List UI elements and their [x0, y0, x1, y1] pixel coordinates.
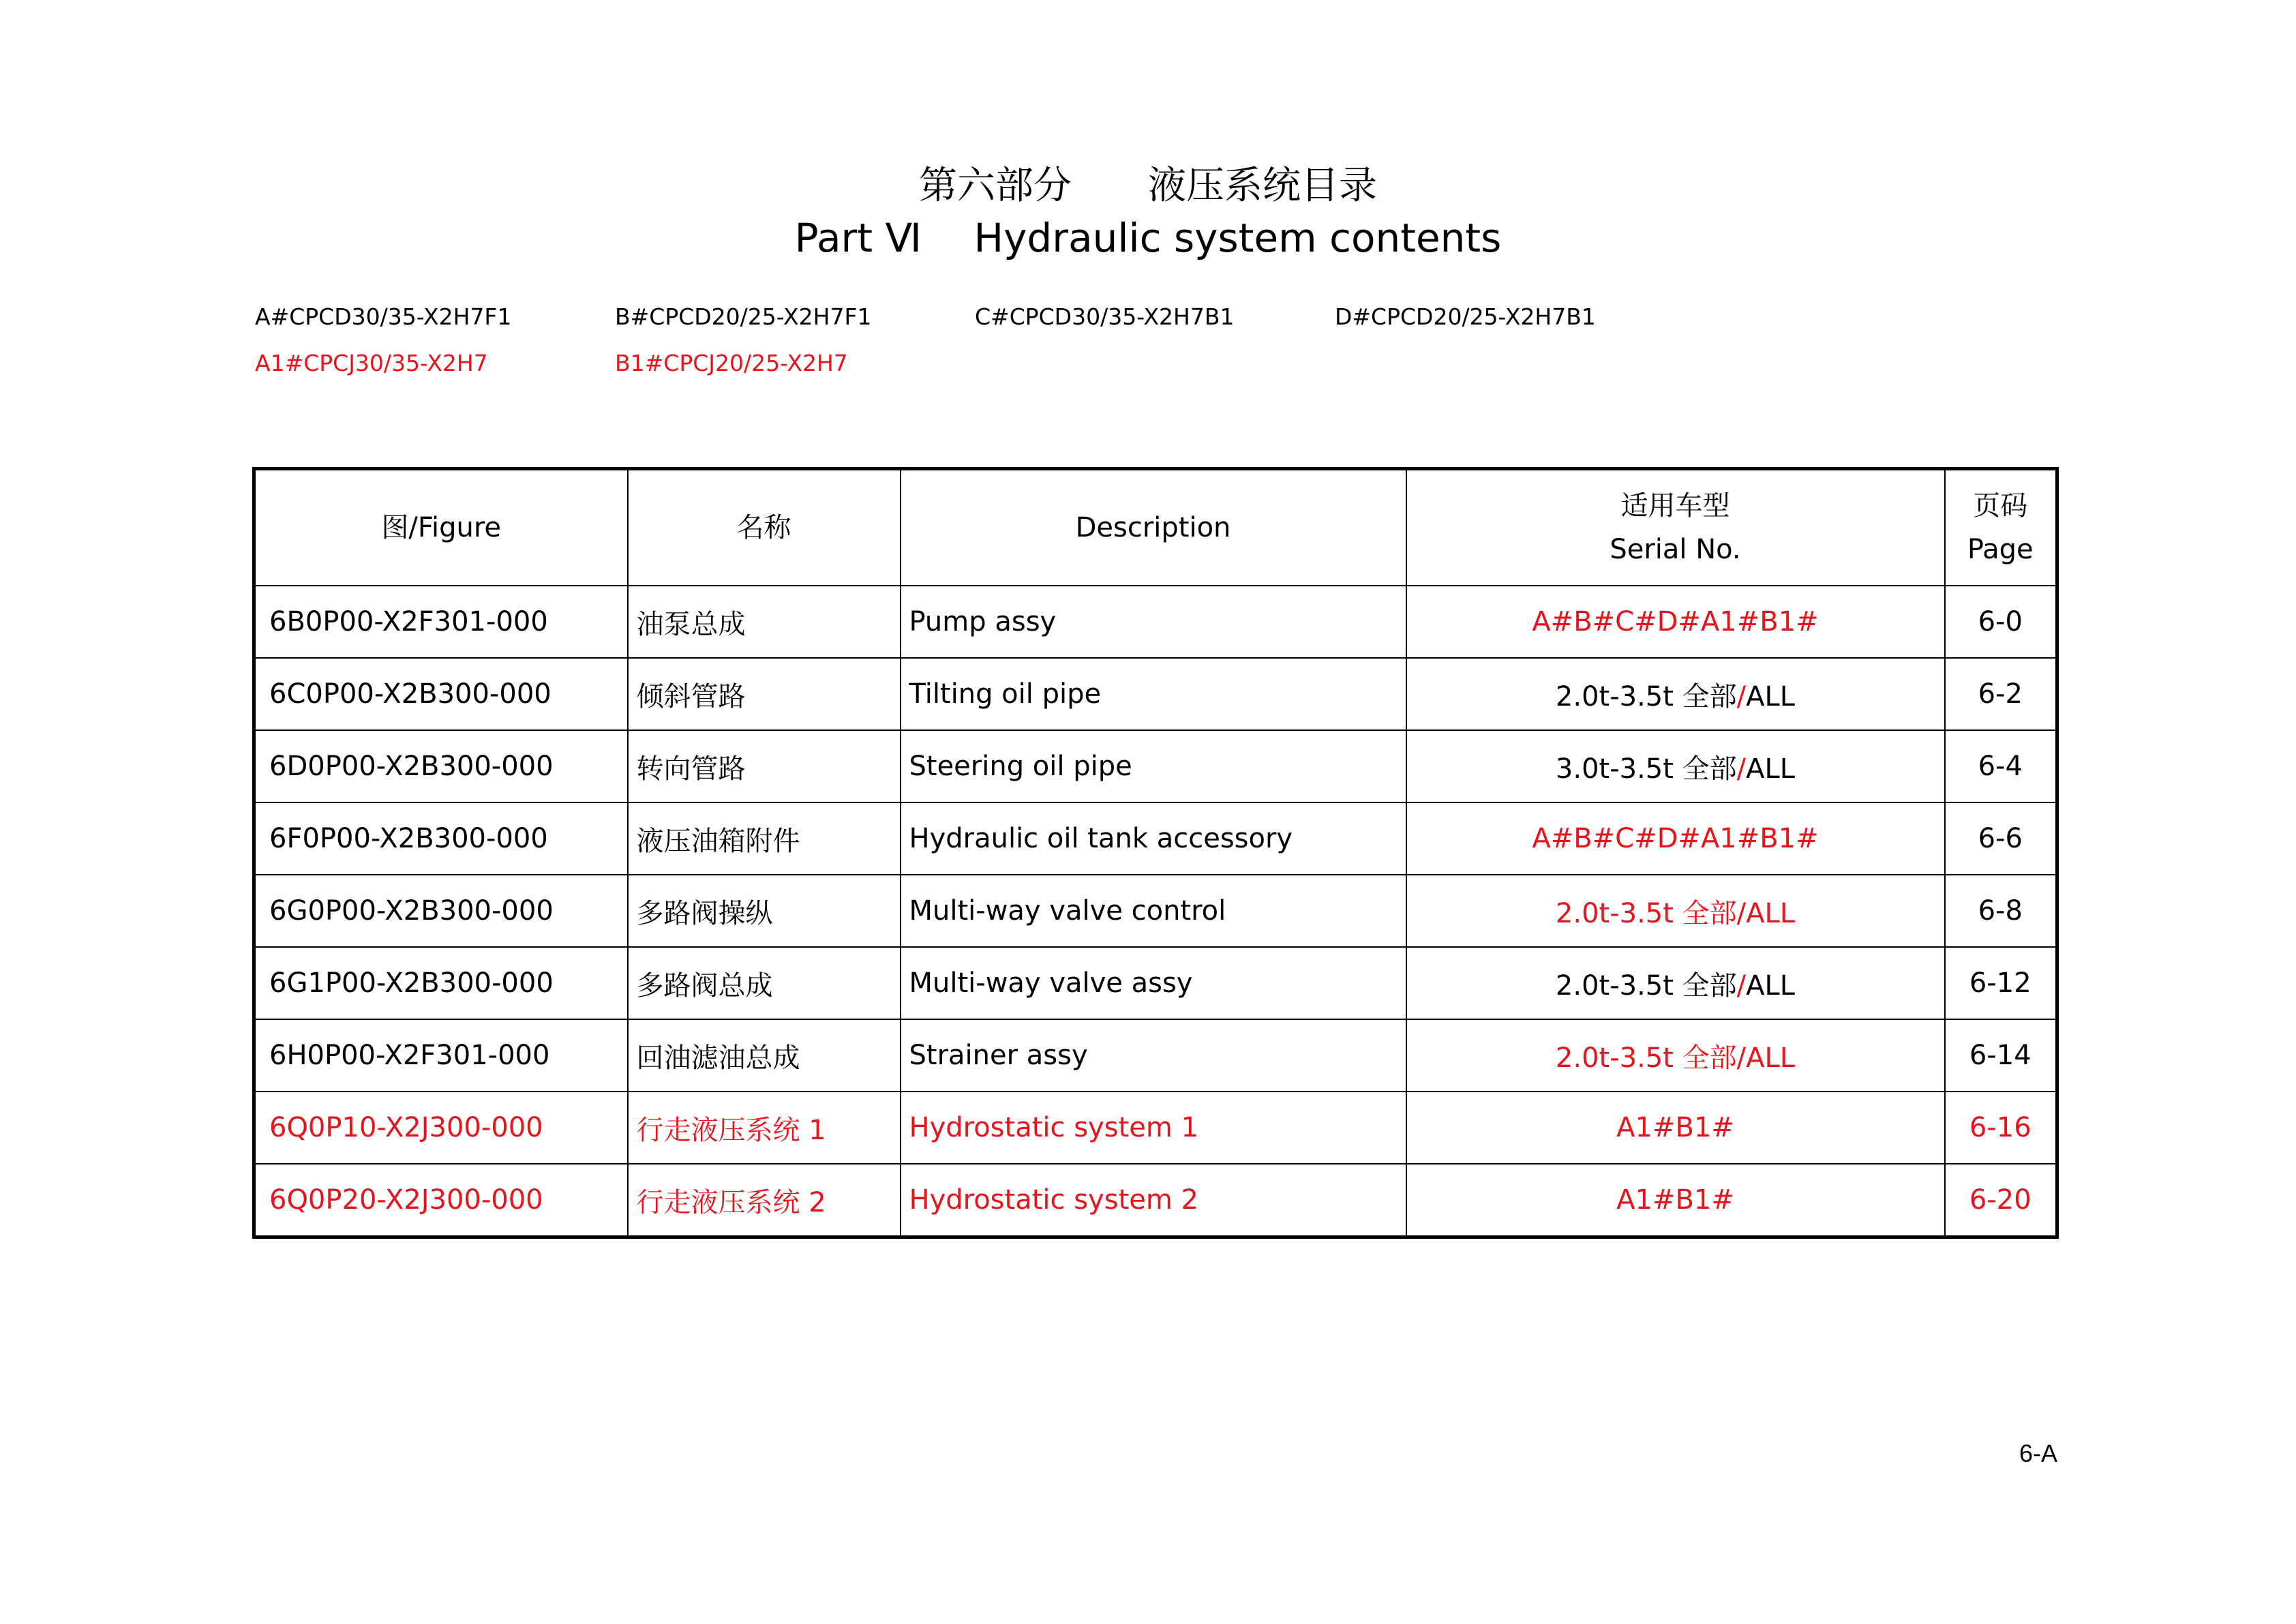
serial-no	[1406, 875, 1945, 947]
table-row	[254, 1164, 2057, 1237]
part-description: Steering oil pipe	[901, 730, 1406, 802]
part-description: Multi-way valve control	[901, 875, 1406, 947]
part-name-cn: 倾斜管路	[628, 658, 901, 730]
figure-code: 6D0P00-X2B300-000	[254, 730, 628, 802]
page-ref: 6-14	[1945, 1019, 2057, 1092]
table-row	[254, 1092, 2057, 1164]
serial-no	[1406, 658, 1945, 730]
serial-separator: /	[1736, 969, 1747, 1002]
table-row	[254, 658, 2057, 730]
serial-text: A#B#C#D#A1#B1#	[1532, 606, 1819, 637]
header-description: Description	[901, 469, 1406, 586]
serial-no	[1406, 802, 1945, 875]
part-description: Strainer assy	[901, 1019, 1406, 1092]
page-ref: 6-16	[1945, 1092, 2057, 1164]
table-row	[254, 947, 2057, 1019]
model-code: A#CPCD30/35-X2H7F1	[255, 303, 512, 330]
part-description: Hydrostatic system 1	[901, 1092, 1406, 1164]
figure-code: 6F0P00-X2B300-000	[254, 802, 628, 875]
page-ref: 6-12	[1945, 947, 2057, 1019]
table-row	[254, 875, 2057, 947]
serial-all: ALL	[1746, 680, 1796, 712]
part-name-cn: 多路阀总成	[628, 947, 901, 1019]
figure-code: 6G1P00-X2B300-000	[254, 947, 628, 1019]
figure-code: 6H0P00-X2F301-000	[254, 1019, 628, 1092]
page-title-cn: 第六部分 液压系统目录	[919, 164, 1377, 208]
figure-code: 6Q0P10-X2J300-000	[254, 1092, 628, 1164]
serial-text: 2.0t-3.5t 全部	[1555, 969, 1737, 1002]
serial-text: 2.0t-3.5t 全部	[1555, 897, 1737, 929]
model-code: D#CPCD20/25-X2H7B1	[1335, 303, 1596, 330]
table-row	[254, 1019, 2057, 1092]
serial-text: A1#B1#	[1616, 1184, 1734, 1216]
serial-no	[1406, 586, 1945, 658]
serial-no	[1406, 730, 1945, 802]
header-serial	[1406, 469, 1945, 586]
table-header-row	[254, 469, 2057, 586]
header-page	[1945, 469, 2057, 586]
part-description: Pump assy	[901, 586, 1406, 658]
serial-no	[1406, 1164, 1945, 1237]
model-code: C#CPCD30/35-X2H7B1	[975, 303, 1235, 330]
part-name-cn: 液压油箱附件	[628, 802, 901, 875]
page-ref: 6-8	[1945, 875, 2057, 947]
part-name-cn: 多路阀操纵	[628, 875, 901, 947]
part-name-cn: 油泵总成	[628, 586, 901, 658]
table-row	[254, 730, 2057, 802]
page-ref: 6-6	[1945, 802, 2057, 875]
page-title-en: Part Ⅵ Hydraulic system contents	[794, 215, 1502, 261]
table-row	[254, 802, 2057, 875]
model-code: B1#CPCJ20/25-X2H7	[615, 350, 848, 376]
page-ref: 6-4	[1945, 730, 2057, 802]
part-description: Hydraulic oil tank accessory	[901, 802, 1406, 875]
part-name-cn: 回油滤油总成	[628, 1019, 901, 1092]
serial-no	[1406, 1092, 1945, 1164]
header-serial-en: Serial No.	[1610, 534, 1741, 565]
serial-separator: /	[1736, 753, 1747, 785]
serial-text: A1#B1#	[1616, 1112, 1734, 1143]
serial-no	[1406, 1019, 1945, 1092]
model-list-row-2	[255, 346, 2027, 380]
part-name-cn: 转向管路	[628, 730, 901, 802]
page-ref: 6-2	[1945, 658, 2057, 730]
model-code: B#CPCD20/25-X2H7F1	[615, 303, 872, 330]
header-figure: 图/Figure	[254, 469, 628, 586]
serial-all: ALL	[1746, 753, 1796, 785]
header-serial-cn: 适用车型	[1620, 490, 1730, 522]
header-name-cn: 名称	[628, 469, 901, 586]
serial-text: 2.0t-3.5t 全部	[1555, 680, 1737, 712]
model-list-row-1	[255, 300, 2027, 334]
serial-separator: /	[1736, 897, 1747, 929]
serial-text: 3.0t-3.5t 全部	[1555, 753, 1737, 785]
figure-code: 6B0P00-X2F301-000	[254, 586, 628, 658]
part-description: Tilting oil pipe	[901, 658, 1406, 730]
figure-code: 6Q0P20-X2J300-000	[254, 1164, 628, 1237]
contents-table	[252, 467, 2059, 1239]
table-row	[254, 586, 2057, 658]
serial-all: ALL	[1746, 1042, 1796, 1074]
serial-separator: /	[1736, 680, 1747, 712]
serial-no	[1406, 947, 1945, 1019]
serial-all: ALL	[1746, 969, 1796, 1002]
part-name-cn: 行走液压系统 1	[628, 1092, 901, 1164]
figure-code: 6C0P00-X2B300-000	[254, 658, 628, 730]
part-name-cn: 行走液压系统 2	[628, 1164, 901, 1237]
page-number: 6-A	[2019, 1439, 2057, 1467]
part-description: Multi-way valve assy	[901, 947, 1406, 1019]
serial-text: A#B#C#D#A1#B1#	[1532, 823, 1819, 854]
page-ref: 6-0	[1945, 586, 2057, 658]
serial-all: ALL	[1746, 897, 1796, 929]
model-code: A1#CPCJ30/35-X2H7	[255, 350, 488, 376]
figure-code: 6G0P00-X2B300-000	[254, 875, 628, 947]
serial-separator: /	[1736, 1042, 1747, 1074]
header-page-cn: 页码	[1973, 490, 2028, 522]
part-description: Hydrostatic system 2	[901, 1164, 1406, 1237]
page-ref: 6-20	[1945, 1164, 2057, 1237]
header-page-en: Page	[1967, 534, 2034, 565]
serial-text: 2.0t-3.5t 全部	[1555, 1042, 1737, 1074]
